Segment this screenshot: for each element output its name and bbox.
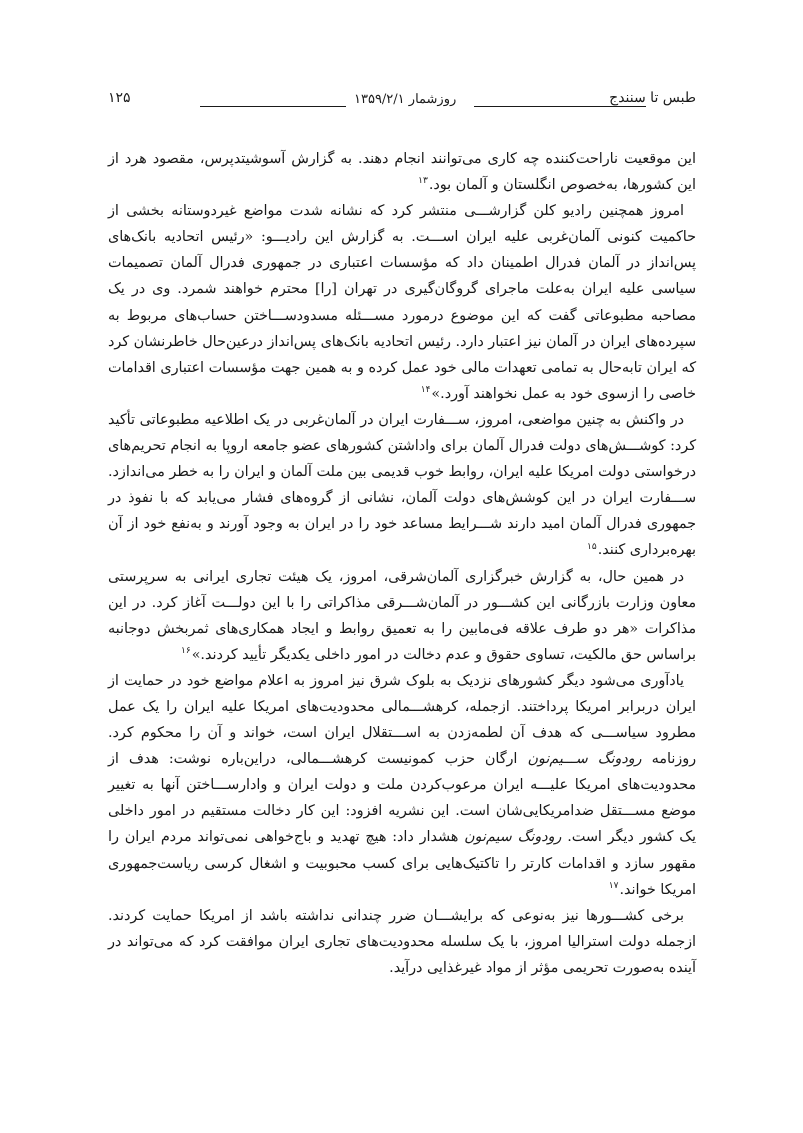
header-rule-right — [474, 106, 646, 107]
diary-date: روزشمار ۱۳۵۹/۲/۱ — [354, 92, 457, 107]
paragraph-6 — [108, 903, 696, 981]
paragraph-2-text: امروز همچنین رادیو کلن گزارشـــی منتشر کرد که نشانه شدت مواضع غیردوستانه بخشی از حاکمیت کنونی آلمان‌غربی علیه ایران اســـت. به گزارش این رادیـــو: «رئیس اتحادیه بانک‌های پس‌انداز در آلمان فدرال اطمینان داد که مؤسسات اعتباری در جمهوری فدرال آلمان تصمیمات سیاسی علیه ایران به‌علت ماجرای گروگان‌گیری در تهران [را] محترم خواهند شمرد. وی در یک مصاحبه مطبوعاتی گفت که این موضوع درمورد مســـئله مسدودســـاختن حساب‌های مربوط به سپرده‌های ایران در آلمان نیز اعتبار دارد. رئیس اتحادیه بانک‌های پس‌انداز درعین‌حال خاطرنشان کرد که ایران تابه‌حال به تمامی تعهدات مالی خود عمل کرده و به همین جهت مؤسسات اعتباری اقدامات خاصی را ازسوی خود به عمل نخواهند آورد.» — [108, 203, 696, 402]
paragraph-5-text-part3: هشدار داد: هیچ تهدید و باج‌خواهی نمی‌تواند مردم ایران را مقهور سازد و اقدامات کارتر را تاکتیک‌هایی برای کسب محبوبیت و اشغال کرسی ریاست‌جمهوری امریکا خواند. — [108, 829, 696, 898]
paragraph-3-text: در واکنش به چنین مواضعی، امروز، ســـفارت ایران در آلمان‌غربی در یک اطلاعیه مطبوعاتی تأکید کرد: کوشـــش‌های دولت فدرال آلمان برای واداشتن کشورهای عضو جامعه اروپا به انجام تحریم‌های درخواستی دولت امریکا علیه ایران، روابط خوب قدیمی بین ملت آلمان و ایران را به خطر می‌اندازد. ســـفارت ایران در این کوشش‌های دولت آلمان، نشانی از گروه‌های فشار می‌یابد که با نفوذ در جمهوری فدرال آلمان امید دارند شـــرایط مساعد خود را در ایران به وجود آورند و به‌نفع خود از آن بهره‌برداری کنند. — [108, 411, 696, 559]
newspaper-name-rodong-sinmun: رودونگ ســـیم‌نون — [527, 751, 642, 768]
paragraph-4-text: در همین حال، به گزارش خبرگزاری آلمان‌شرقی، امروز، یک هیئت تجاری ایرانی به سرپرستی معاون وزارت بازرگانی این کشـــور در آلمان‌شـــرقی مذاکراتی را با این دولـــت آغاز کرد. در این مذاکرات «هر دو طرف علاقه فی‌مابین را به تعمیق روابط و ایجاد همکاری‌های ثمربخش دوجانبه براساس حق مالکیت، تساوی حقوق و عدم دخالت در امور داخلی یکدیگر تأیید کردند.» — [108, 568, 696, 663]
paragraph-4 — [108, 564, 696, 668]
paragraph-6-text: برخی کشـــورها نیز به‌نوعی که برایشـــان ضرر چندانی نداشته باشد از امریکا حمایت کردند. ازجمله دولت استرالیا امروز، با یک سلسله محدودیت‌های تجاری ایران موافقت کرد که می‌تواند در آینده به‌صورت تحریمی مؤثر از مواد غیرغذایی درآید. — [108, 907, 696, 976]
book-title: طبس تا سنندج — [609, 90, 696, 106]
footnote-ref-14: ۱۴ — [420, 385, 431, 396]
paragraph-3 — [108, 407, 696, 564]
page-number: ۱۲۵ — [108, 90, 131, 106]
paragraph-5-text-part2: ارگان حزب کمونیست کرهشـــمالی، دراین‌باره نوشت: هدف از محدودیت‌های امریکا علیـــه ایران مرعوب‌کردن ملت و دولت ایران و وادارســـاختن آنها به تغییر موضع مســـتقل ضدامریکایی‌شان است. این نشریه افزود: این کار دخالت مستقیم در امور داخلی یک کشور دیگر است. — [108, 751, 697, 846]
footnote-ref-15: ۱۵ — [587, 541, 597, 552]
paragraph-5-text-part1: یادآوری می‌شود دیگر کشورهای نزدیک به بلوک شرق نیز امروز به اعلام مواضع خود در حمایت از ایران دربرابر امریکا پرداختند. ازجمله، کرهشـــمالی محدودیت‌های امریکا علیه ایران را یک عمل مطرود سیاســـی که هدف آن لطمه‌زدن به اســـتقلال ایران است، خواند و آن را محکوم کرد. روزنامه — [108, 672, 697, 768]
paragraph-1 — [108, 146, 696, 198]
footnote-ref-13: ۱۳ — [418, 176, 428, 187]
paragraph-5 — [108, 668, 696, 903]
body-text — [108, 146, 696, 981]
footnote-ref-16: ۱۶ — [181, 646, 191, 657]
footnote-ref-17: ۱۷ — [608, 880, 619, 891]
running-header — [108, 88, 696, 114]
header-rule-left — [200, 106, 346, 107]
newspaper-name-rodong-sinmun-2: رودونگ سیم‌نون — [464, 829, 562, 846]
paragraph-2 — [108, 198, 696, 407]
paragraph-1-text: این موقعیت ناراحت‌کننده چه کاری می‌توانند انجام دهند. به گزارش آسوشیتدپرس، مقصود هرد از این کشورها، به‌خصوص انگلستان و آلمان بود. — [108, 151, 696, 194]
